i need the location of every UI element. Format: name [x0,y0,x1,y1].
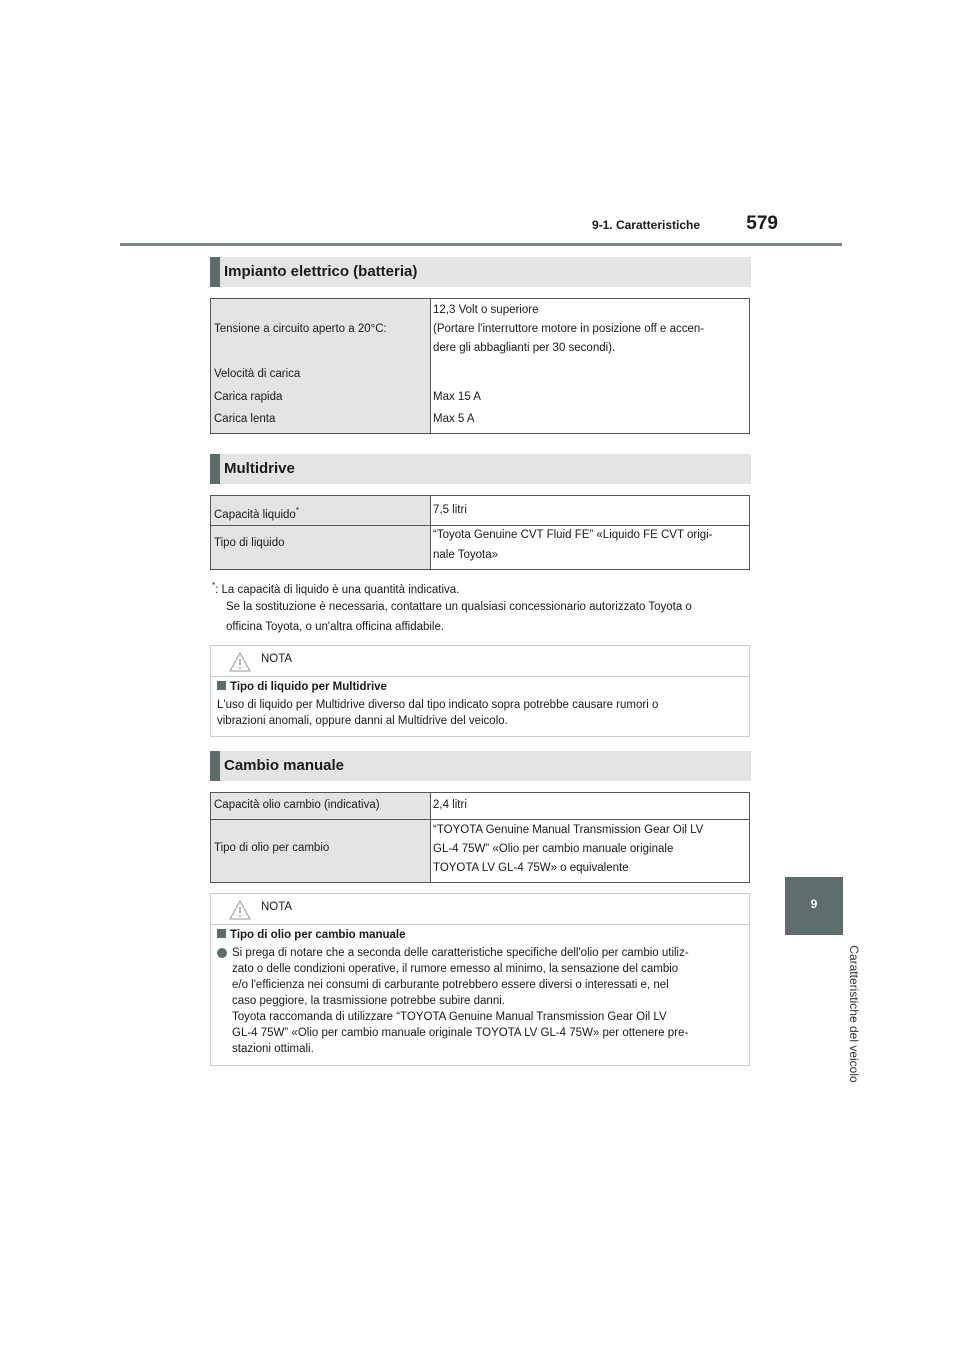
table-label: Tipo di liquido [214,537,285,549]
note-box-manual [210,893,750,1066]
table-value: TOYOTA LV GL-4 75W» o equivalente [433,862,629,874]
note-title-bar [211,894,749,925]
table-label: Carica lenta [214,413,276,425]
table-value: 2,4 litri [433,799,467,811]
heading-text: Multidrive [224,460,295,477]
table-value: nale Toyota» [433,549,499,561]
page-number: 579 [746,213,778,234]
header-rule [120,243,842,246]
section-title: 9-1. Caratteristiche [591,218,700,232]
section-heading-battery [210,257,751,287]
table-label: Carica rapida [214,391,283,403]
section-heading-manual [210,751,751,781]
manual-table [210,792,750,883]
section-heading-multidrive [210,454,751,484]
round-bullet-icon [217,948,227,958]
warning-icon [229,900,251,920]
footnote-line: *: La capacità di liquido è una quantità indicativa. [212,581,460,596]
table-value: 12,3 Volt o superiore [433,304,539,316]
note-text: e/o l'efficienza nei consumi di carburante potrebbero essere diversi o interessati e, nel [232,979,669,991]
note-label: NOTA [261,901,293,913]
note-text: stazioni ottimali. [232,1043,314,1055]
table-value: (Portare l'interruttore motore in posizione off e accen- [433,323,705,335]
table-value: Max 15 A [433,391,481,403]
square-bullet-icon [217,929,226,938]
table-value: Max 5 A [433,413,475,425]
table-value: dere gli abbaglianti per 30 secondi). [433,342,616,354]
chapter-label: Caratteristiche del veicolo [847,945,861,1083]
note-title-bar [211,646,749,677]
note-text: vibrazioni anomali, oppure danni al Multidrive del veicolo. [217,715,508,727]
heading-bar [210,257,220,287]
footnote-line: Se la sostituzione è necessaria, contattare un qualsiasi concessionario autorizzato Toyota o [226,601,692,613]
table-value: 7,5 litri [433,504,467,516]
heading-text: Cambio manuale [224,757,345,774]
note-text: Toyota raccomanda di utilizzare “TOYOTA Genuine Manual Transmission Gear Oil LV [232,1011,667,1023]
square-bullet-icon [217,681,226,690]
note-label: NOTA [261,653,293,665]
footnote-line: officina Toyota, o un'altra officina affidabile. [226,621,445,633]
table-label: Capacità olio cambio (indicativa) [214,799,380,811]
chapter-tab [785,877,843,935]
battery-table [210,298,750,434]
note-text: GL-4 75W” «Olio per cambio manuale originale TOYOTA LV GL-4 75W» per ottenere pre- [232,1027,689,1039]
table-value: “TOYOTA Genuine Manual Transmission Gear Oil LV [433,824,704,836]
note-text: caso peggiore, la trasmissione potrebbe subire danni. [232,995,505,1007]
note-box-multidrive [210,645,750,737]
note-text: zato o delle condizioni operative, il rumore emesso al minimo, la sensazione del cambio [232,963,679,975]
warning-icon [229,652,251,672]
table-label: Capacità liquido* [214,506,299,521]
table-label: Velocità di carica [214,368,301,380]
heading-bar [210,454,220,484]
table-label: Tipo di olio per cambio [214,842,330,854]
note-heading: Tipo di olio per cambio manuale [217,928,406,943]
note-text: L'uso di liquido per Multidrive diverso dal tipo indicato sopra potrebbe causare rumori o [217,699,659,711]
multidrive-table [210,495,750,570]
table-value: “Toyota Genuine CVT Fluid FE” «Liquido FE CVT origi- [433,529,713,541]
note-text: Si prega di notare che a seconda delle caratteristiche specifiche dell'olio per cambio utiliz- [232,947,689,959]
note-heading: Tipo di liquido per Multidrive [217,680,387,695]
heading-text: Impianto elettrico (batteria) [224,263,418,280]
chapter-number: 9 [810,897,818,911]
row-divider [211,819,749,820]
table-value: GL-4 75W” «Olio per cambio manuale originale [433,843,674,855]
heading-bar [210,751,220,781]
table-label: Tensione a circuito aperto a 20°C: [214,323,387,335]
